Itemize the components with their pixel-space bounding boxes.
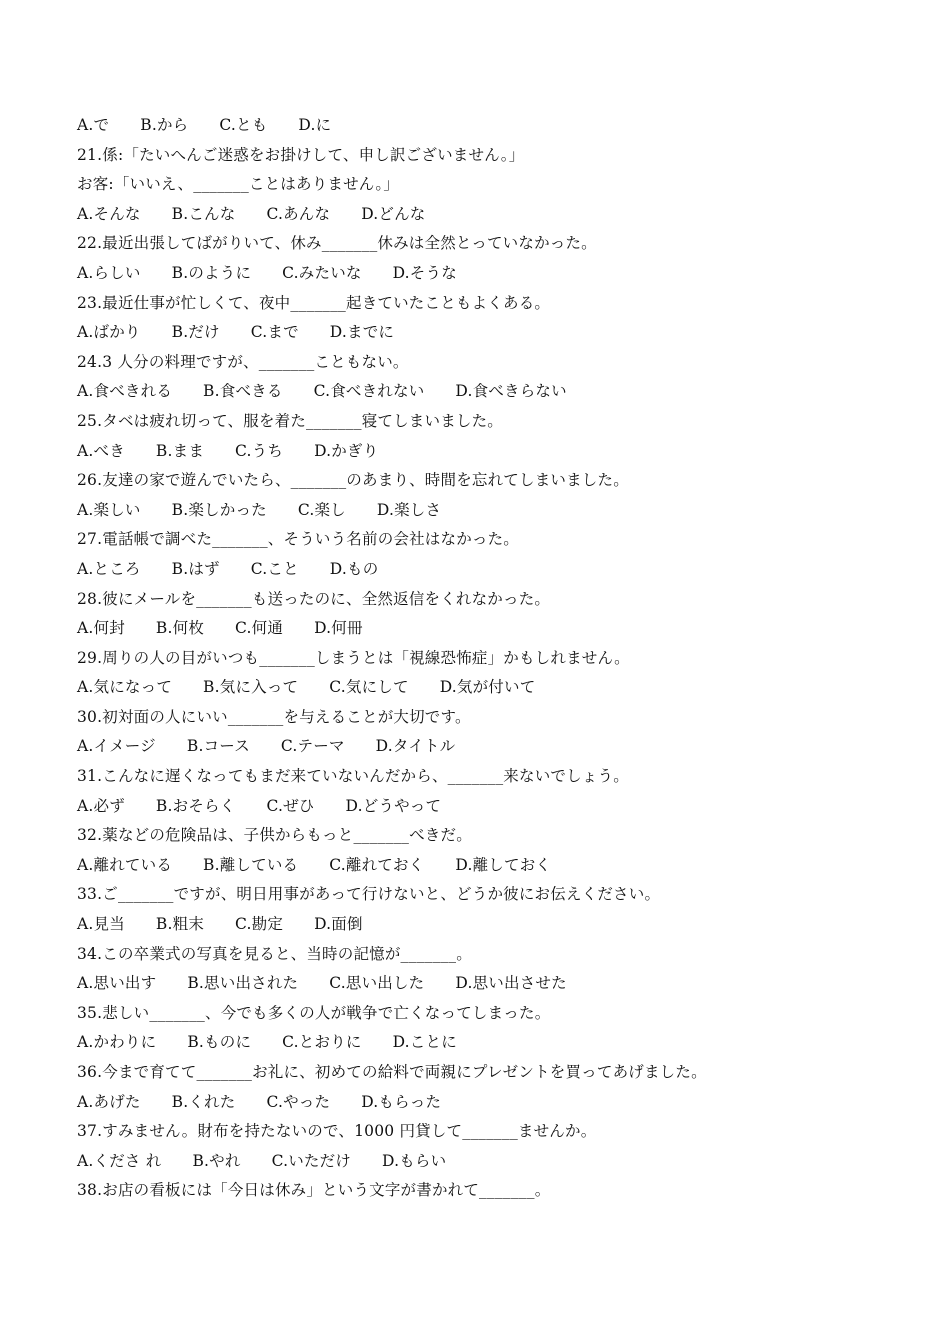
- answer-option: A.ばかり: [77, 323, 141, 342]
- answer-option: D.思い出させた: [455, 974, 567, 993]
- answer-option: C.勘定: [235, 915, 284, 934]
- question-text: 32.薬などの危険品は、子供からもっと_______べきだ。: [77, 826, 472, 845]
- answer-options: [77, 380, 917, 410]
- question-text: 35.悲しい_______、今でも多くの人が戦争で亡くなってしまった。: [77, 1003, 551, 1022]
- answer-option: B.から: [140, 116, 189, 134]
- answer-option: B.だけ: [171, 323, 220, 342]
- answer-option: D.もらい: [382, 1151, 447, 1170]
- question-text: 29.周りの人の目がいつも_______しまうとは「視線恐怖症」かもしれません。: [77, 648, 630, 667]
- answer-option: C.ぜひ: [266, 796, 315, 815]
- answer-option: A.くださ れ: [77, 1151, 162, 1170]
- answer-option: C.こと: [250, 559, 299, 578]
- answer-option: A.食べきれる: [77, 382, 173, 401]
- answer-option: C.いただけ: [271, 1151, 352, 1170]
- question-text: 36.今まで育てて_______お礼に、初めての給料で両親にプレゼントを買ってあげました。: [77, 1063, 707, 1081]
- answer-options: [77, 499, 917, 529]
- answer-option: B.やれ: [192, 1151, 241, 1170]
- answer-option: A.で: [77, 116, 110, 134]
- answer-option: B.離している: [203, 855, 299, 874]
- answer-option: D.そうな: [392, 263, 457, 282]
- answer-options: [77, 114, 917, 144]
- question-text: 37.すみません。財布を持たないので、1000 円貸して_______ませんか。: [77, 1122, 597, 1141]
- answer-options: [77, 735, 917, 765]
- answer-option: D.どうやって: [345, 796, 442, 815]
- answer-option: B.こんな: [171, 204, 236, 223]
- question-text: 22.最近出張してばがりいて、休み_______休みは全然とっていなかった。: [77, 234, 597, 253]
- answer-options: [77, 558, 917, 588]
- answer-option: C.とおりに: [282, 1033, 362, 1052]
- answer-options: [77, 972, 917, 1002]
- answer-options: [77, 203, 917, 233]
- answer-option: A.見当: [77, 915, 125, 934]
- question-text: 38.お店の看板には「今日は休み」という文字が書かれて_______。: [77, 1181, 551, 1200]
- answer-option: B.コース: [186, 737, 250, 756]
- answer-option: A.べき: [77, 441, 125, 460]
- answer-option: B.まま: [155, 441, 205, 460]
- answer-option: D.離しておく: [455, 855, 552, 874]
- answer-option: D.ことに: [392, 1033, 457, 1052]
- answer-option: D.タイトル: [375, 737, 456, 756]
- answer-option: C.あんな: [266, 204, 331, 223]
- answer-option: D.何冊: [314, 619, 363, 638]
- answer-option: A.あげた: [77, 1092, 141, 1111]
- answer-option: A.ところ: [77, 559, 141, 578]
- answer-option: D.かぎり: [314, 441, 379, 460]
- answer-options: [77, 262, 917, 292]
- answer-option: B.楽しかった: [171, 500, 267, 519]
- answer-option: D.どんな: [361, 204, 426, 223]
- question-text: 23.最近仕事が忙しくて、夜中_______起きていたこともよくある。: [77, 293, 551, 312]
- answer-option: D.に: [298, 116, 332, 134]
- question-text: 33.ご_______ですが、明日用事があって行けないと、どうか彼にお伝えください。: [77, 885, 661, 904]
- answer-option: D.食べきらない: [455, 382, 567, 401]
- answer-option: C.楽し: [297, 500, 346, 519]
- answer-option: D.もらった: [361, 1092, 442, 1111]
- answer-option: C.離れておく: [329, 855, 425, 874]
- question-text: 28.彼にメールを_______も送ったのに、全然返信をくれなかった。: [77, 589, 551, 608]
- answer-options: [77, 913, 917, 943]
- answer-option: A.イメージ: [77, 737, 156, 756]
- answer-option: A.何封: [77, 619, 125, 638]
- answer-option: B.思い出された: [187, 974, 299, 993]
- answer-option: C.やった: [266, 1092, 331, 1111]
- answer-option: C.気にして: [329, 678, 409, 697]
- answer-option: A.かわりに: [77, 1033, 157, 1052]
- answer-options: [77, 617, 917, 647]
- answer-option: B.くれた: [171, 1092, 236, 1111]
- answer-option: B.はず: [171, 559, 220, 578]
- answer-option: C.何通: [235, 619, 284, 638]
- answer-options: [77, 676, 917, 706]
- answer-option: C.テーマ: [280, 737, 345, 756]
- answer-option: B.食べきる: [203, 382, 283, 401]
- answer-option: A.思い出す: [77, 974, 157, 993]
- answer-option: C.まで: [250, 323, 299, 342]
- answer-option: A.そんな: [77, 204, 141, 223]
- answer-option: A.楽しい: [77, 500, 141, 519]
- answer-options: [77, 1150, 917, 1180]
- answer-option: B.のように: [171, 263, 252, 282]
- question-text: 31.こんなに遅くなってもまだ来ていないんだから、_______来ないでしょう。: [77, 767, 629, 786]
- answer-option: C.とも: [219, 116, 268, 134]
- question-text: 30.初対面の人にいい_______を与えることが大切です。: [77, 707, 471, 726]
- question-text: 25.タベは疲れ切って、服を着た_______寝てしまいました。: [77, 411, 503, 430]
- answer-option: A.らしい: [77, 263, 141, 282]
- answer-options: [77, 440, 917, 470]
- answer-option: C.うち: [235, 441, 284, 460]
- answer-option: B.ものに: [187, 1033, 252, 1052]
- question-text: 24.3 人分の料理ですが、_______こともない。: [77, 352, 409, 371]
- answer-option: D.までに: [329, 323, 395, 342]
- answer-option: C.みたいな: [282, 263, 362, 282]
- question-text: 27.電話帳で調べた_______、そういう名前の会社はなかった。: [77, 530, 520, 549]
- answer-options: [77, 854, 917, 884]
- answer-option: A.必ず: [77, 796, 125, 815]
- answer-options: [77, 1031, 917, 1061]
- question-text: 34.この卒業式の写真を見ると、当時の記憶が_______。: [77, 944, 472, 963]
- answer-option: B.粗末: [155, 915, 205, 934]
- answer-option: A.離れている: [77, 855, 173, 874]
- answer-option: C.食べきれない: [313, 382, 425, 401]
- answer-option: D.楽しさ: [376, 500, 442, 519]
- answer-option: D.気が付いて: [439, 678, 536, 697]
- question-text: お客:「いいえ、_______ことはありません。」: [77, 175, 400, 194]
- answer-option: D.もの: [329, 559, 379, 578]
- answer-option: B.おそらく: [155, 796, 236, 815]
- answer-option: A.気になって: [77, 678, 173, 697]
- answer-option: B.気に入って: [203, 678, 299, 697]
- answer-options: [77, 795, 917, 825]
- answer-options: [77, 1091, 917, 1121]
- answer-option: C.思い出した: [329, 974, 425, 993]
- answer-option: B.何枚: [155, 619, 205, 638]
- answer-option: D.面倒: [314, 915, 363, 934]
- answer-options: [77, 321, 917, 351]
- question-text: 21.係:「たいへんご迷惑をお掛けして、申し訳ございません。」: [77, 145, 525, 164]
- question-text: 26.友達の家で遊んでいたら、_______のあまり、時間を忘れてしまいました。: [77, 471, 629, 490]
- document-page: [77, 114, 917, 1209]
